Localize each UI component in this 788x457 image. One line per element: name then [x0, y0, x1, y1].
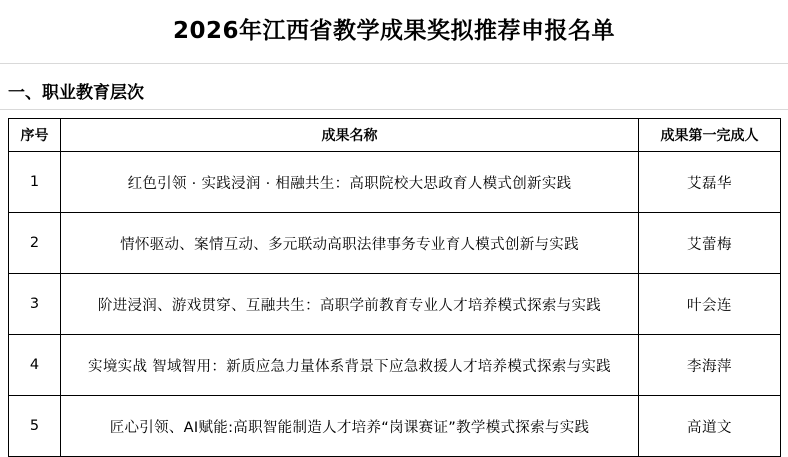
column-header-owner: 成果第一完成人 — [639, 119, 781, 152]
cell-index: 4 — [9, 335, 61, 396]
cell-index: 5 — [9, 396, 61, 457]
cell-owner: 艾蕾梅 — [639, 213, 781, 274]
cell-achievement-name: 阶进浸润、游戏贯穿、互融共生：高职学前教育专业人才培养模式探索与实践 — [61, 274, 639, 335]
title-divider — [0, 63, 788, 64]
cell-index: 3 — [9, 274, 61, 335]
cell-owner: 高道文 — [639, 396, 781, 457]
cell-index: 1 — [9, 152, 61, 213]
cell-owner: 艾磊华 — [639, 152, 781, 213]
table-row — [9, 274, 781, 335]
cell-owner: 叶会连 — [639, 274, 781, 335]
cell-achievement-name: 红色引领 · 实践浸润 · 相融共生：高职院校大思政育人模式创新实践 — [61, 152, 639, 213]
table-row — [9, 152, 781, 213]
column-header-name: 成果名称 — [61, 119, 639, 152]
table-row — [9, 396, 781, 457]
award-list-table — [8, 118, 781, 457]
table-row — [9, 213, 781, 274]
cell-achievement-name: 情怀驱动、案情互动、多元联动高职法律事务专业育人模式创新与实践 — [61, 213, 639, 274]
cell-achievement-name: 实境实战 智域智用：新质应急力量体系背景下应急救援人才培养模式探索与实践 — [61, 335, 639, 396]
table-row — [9, 335, 781, 396]
cell-index: 2 — [9, 213, 61, 274]
cell-achievement-name: 匠心引领、AI赋能:高职智能制造人才培养“岗课赛证”教学模式探索与实践 — [61, 396, 639, 457]
page-title: 2026年江西省教学成果奖拟推荐申报名单 — [172, 18, 615, 44]
section-heading: 一、职业教育层次 — [8, 83, 144, 103]
column-header-index: 序号 — [9, 119, 61, 152]
table-header-row — [9, 119, 781, 152]
cell-owner: 李海萍 — [639, 335, 781, 396]
section-divider — [0, 109, 788, 110]
